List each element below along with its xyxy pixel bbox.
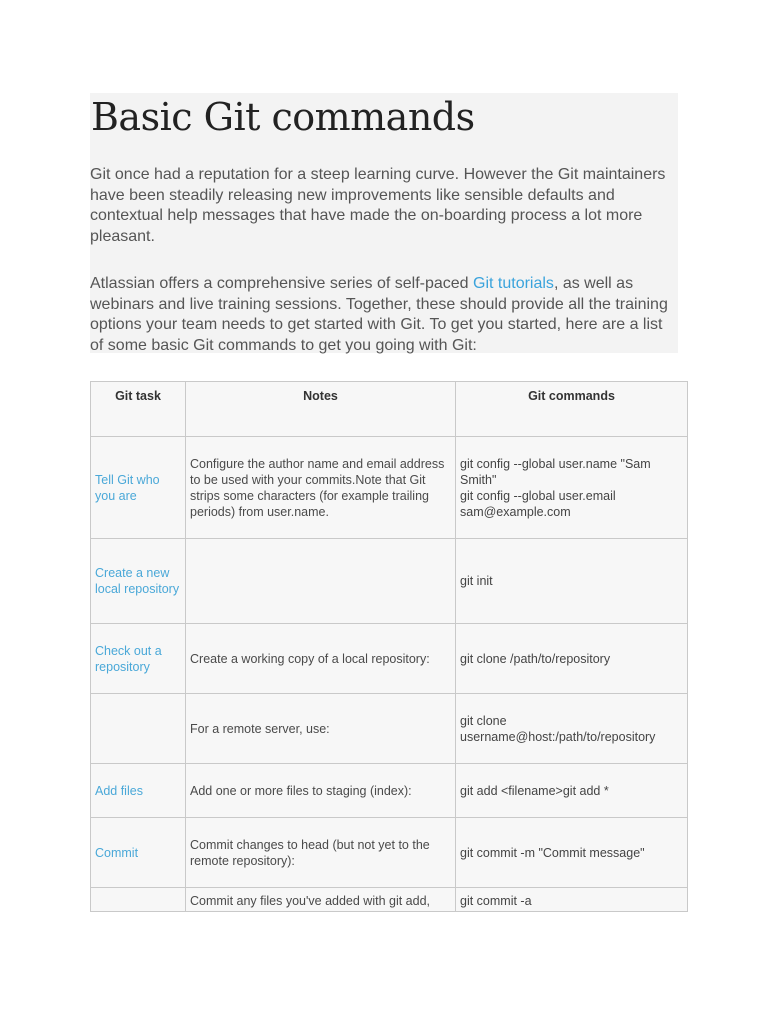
task-link-create-local-repository[interactable]: Create a new local repository xyxy=(95,566,180,596)
command-text: git commit -a xyxy=(460,894,532,908)
table-row xyxy=(91,694,688,764)
column-header-task: Git task xyxy=(91,382,186,437)
column-header-notes: Notes xyxy=(186,382,456,437)
notes-cell: Configure the author name and email address to be used with your commits.Note that Git strips some characters (for example trailing periods) from user.name. xyxy=(186,437,456,539)
tutorials-paragraph xyxy=(90,274,680,356)
paragraph-text-before-link: Atlassian offers a comprehensive series of self-paced xyxy=(90,275,474,292)
table-row xyxy=(91,818,688,888)
command-text: git clone /path/to/repository xyxy=(460,651,611,666)
column-header-commands: Git commands xyxy=(456,382,688,437)
table-row xyxy=(91,624,688,694)
command-text: git init xyxy=(460,574,493,588)
command-text: git clone username@host:/path/to/repository xyxy=(460,713,656,744)
git-commands-table xyxy=(90,381,688,912)
notes-cell xyxy=(186,539,456,624)
commands-cell xyxy=(456,694,688,764)
command-text: git add <filename>git add * xyxy=(460,783,609,798)
notes-cell: Commit any files you've added with git add, xyxy=(186,888,456,912)
task-link-commit[interactable]: Commit xyxy=(95,845,139,860)
task-cell xyxy=(91,764,186,818)
command-text: git commit -m "Commit message" xyxy=(460,845,645,860)
table-row xyxy=(91,437,688,539)
commands-cell xyxy=(456,624,688,694)
table-row xyxy=(91,888,688,912)
task-cell xyxy=(91,888,186,912)
table-header-row xyxy=(91,382,688,437)
task-link-tell-git-who-you-are[interactable]: Tell Git who you are xyxy=(95,472,160,503)
command-text: git config --global user.name "Sam Smith" xyxy=(460,456,651,487)
paragraph-text-after-link: , as well as webinars and live training sessions. Together, these should provide all the training options your team needs to get started with Git. To get you started, here are a list of some basic Git commands to get you going with Git: xyxy=(90,275,668,354)
commands-cell xyxy=(456,888,688,912)
intro-paragraph: Git once had a reputation for a steep learning curve. However the Git maintainers have been steadily releasing new improvements like sensible defaults and contextual help messages that have made the on-boarding process a lot more pleasant. xyxy=(90,166,666,245)
task-link-add-files[interactable]: Add files xyxy=(95,783,143,798)
notes-cell: For a remote server, use: xyxy=(186,694,456,764)
task-cell xyxy=(91,818,186,888)
git-tutorials-link[interactable]: Git tutorials xyxy=(473,275,554,292)
table-row xyxy=(91,764,688,818)
table-row xyxy=(91,539,688,624)
notes-cell: Create a working copy of a local repository: xyxy=(186,624,456,694)
task-cell xyxy=(91,624,186,694)
commands-cell xyxy=(456,437,688,539)
notes-cell: Commit changes to head (but not yet to the remote repository): xyxy=(186,818,456,888)
command-text: git config --global user.email sam@example.com xyxy=(460,488,616,519)
commands-cell xyxy=(456,539,688,624)
commands-cell xyxy=(456,818,688,888)
notes-cell: Add one or more files to staging (index): xyxy=(186,764,456,818)
task-cell xyxy=(91,539,186,624)
task-link-check-out-repository[interactable]: Check out a repository xyxy=(95,643,162,674)
page-title: Basic Git commands xyxy=(91,95,475,139)
task-cell xyxy=(91,694,186,764)
commands-cell xyxy=(456,764,688,818)
task-cell xyxy=(91,437,186,539)
